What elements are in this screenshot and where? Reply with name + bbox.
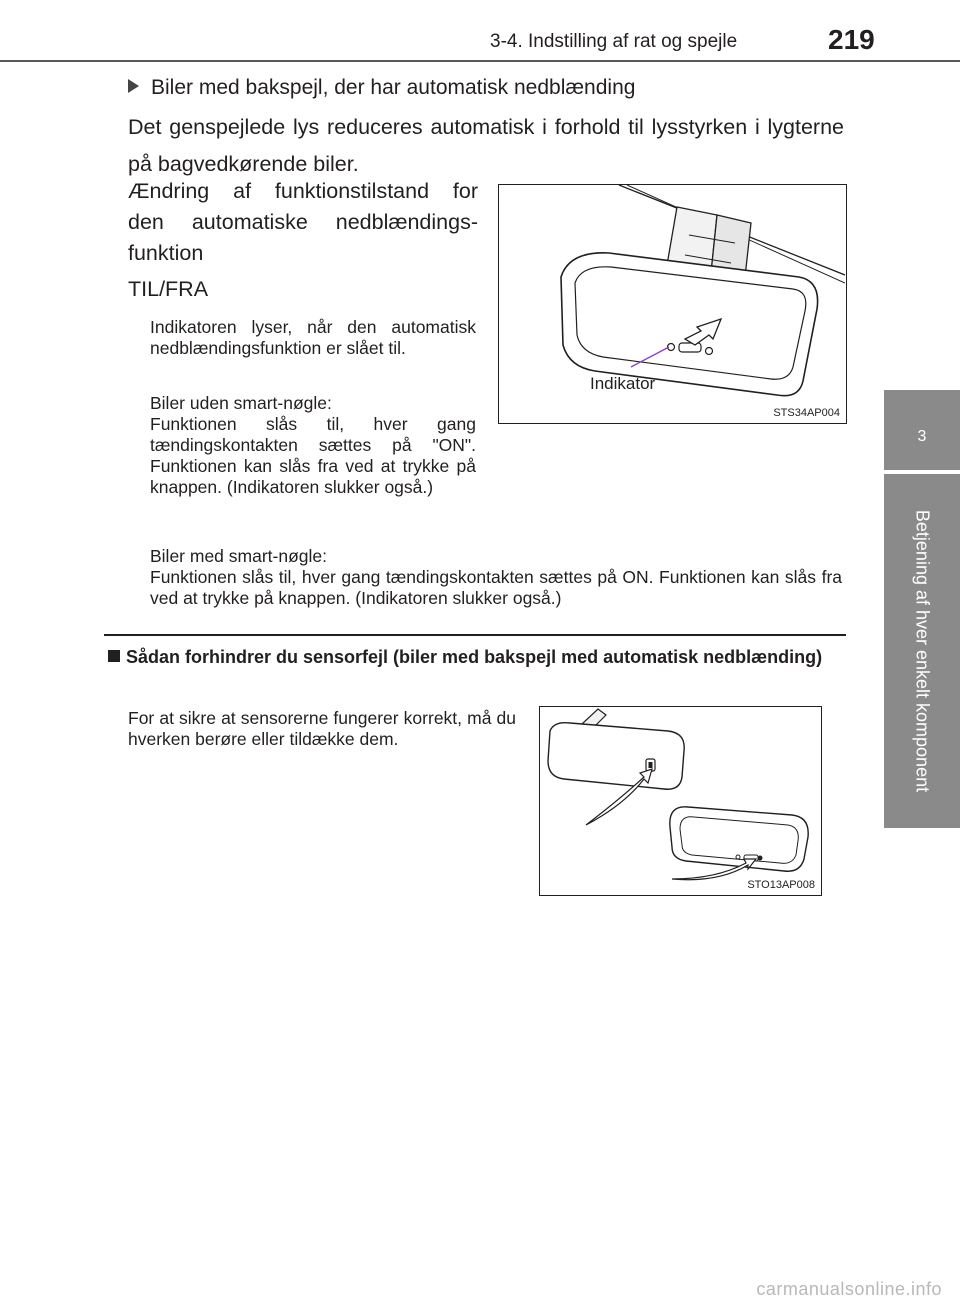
no-smart-key-title: Biler uden smart-nøgle:: [150, 393, 332, 413]
mode-title-line3: funktion: [128, 241, 204, 265]
section-divider: [104, 634, 846, 636]
chapter-title: Betjening af hver enkelt komponent: [912, 509, 933, 793]
indicator-callout-label: Indikator: [590, 374, 656, 393]
square-bullet-icon: [108, 650, 120, 662]
header-divider: [0, 60, 960, 62]
intro-body: Det genspejlede lys reduceres automatisk i forhold til lysstyrken i lygterne på bagvedkørende biler.: [128, 115, 844, 176]
page-number: 219: [828, 24, 875, 55]
figure1-code: STS34AP004: [773, 407, 840, 419]
sensor-figure: [539, 706, 822, 896]
mode-title-line2: den automatiske nedblændings-: [128, 210, 478, 234]
chapter-label-tab: [884, 474, 960, 828]
mirror-figure: [498, 184, 847, 424]
chapter-number: 3: [917, 428, 927, 445]
chapter-tab: [884, 390, 960, 470]
sensor-illustration: [540, 707, 820, 894]
site-watermark: carmanualsonline.info: [756, 1279, 942, 1299]
mode-title-line1: Ændring af funktionstilstand for: [128, 179, 478, 203]
no-smart-key-text: Funktionen slås til, hver gang tændingskontakten sættes på "ON". Funktionen kan slås fra ved at trykke på knappen. (Indikatoren slukker også.): [150, 414, 476, 497]
figure2-code: STO13AP008: [747, 879, 815, 891]
toggle-label: TIL/FRA: [128, 277, 209, 301]
indicator-note: Indikatoren lyser, når den automatisk nedblændingsfunktion er slået til.: [150, 317, 476, 358]
mirror-illustration: [499, 185, 845, 422]
smart-key-title: Biler med smart-nøgle:: [150, 546, 327, 566]
section-title: 3-4. Indstilling af rat og spejle: [490, 31, 738, 52]
smart-key-text: Funktionen slås til, hver gang tændingskontakten sættes på ON. Funktionen kan slås fra ved at trykke på knappen. (Indikatoren slukker også.): [150, 567, 842, 608]
sensor-section-heading: Sådan forhindrer du sensorfejl (biler med bakspejl med automatisk nedblænding): [108, 645, 846, 670]
sensor-section-body: For at sikre at sensorerne fungerer korrekt, må du hverken berøre eller tildække dem.: [128, 708, 516, 749]
triangle-bullet-icon: [128, 79, 139, 93]
intro-heading: Biler med bakspejl, der har automatisk nedblænding: [128, 72, 848, 103]
